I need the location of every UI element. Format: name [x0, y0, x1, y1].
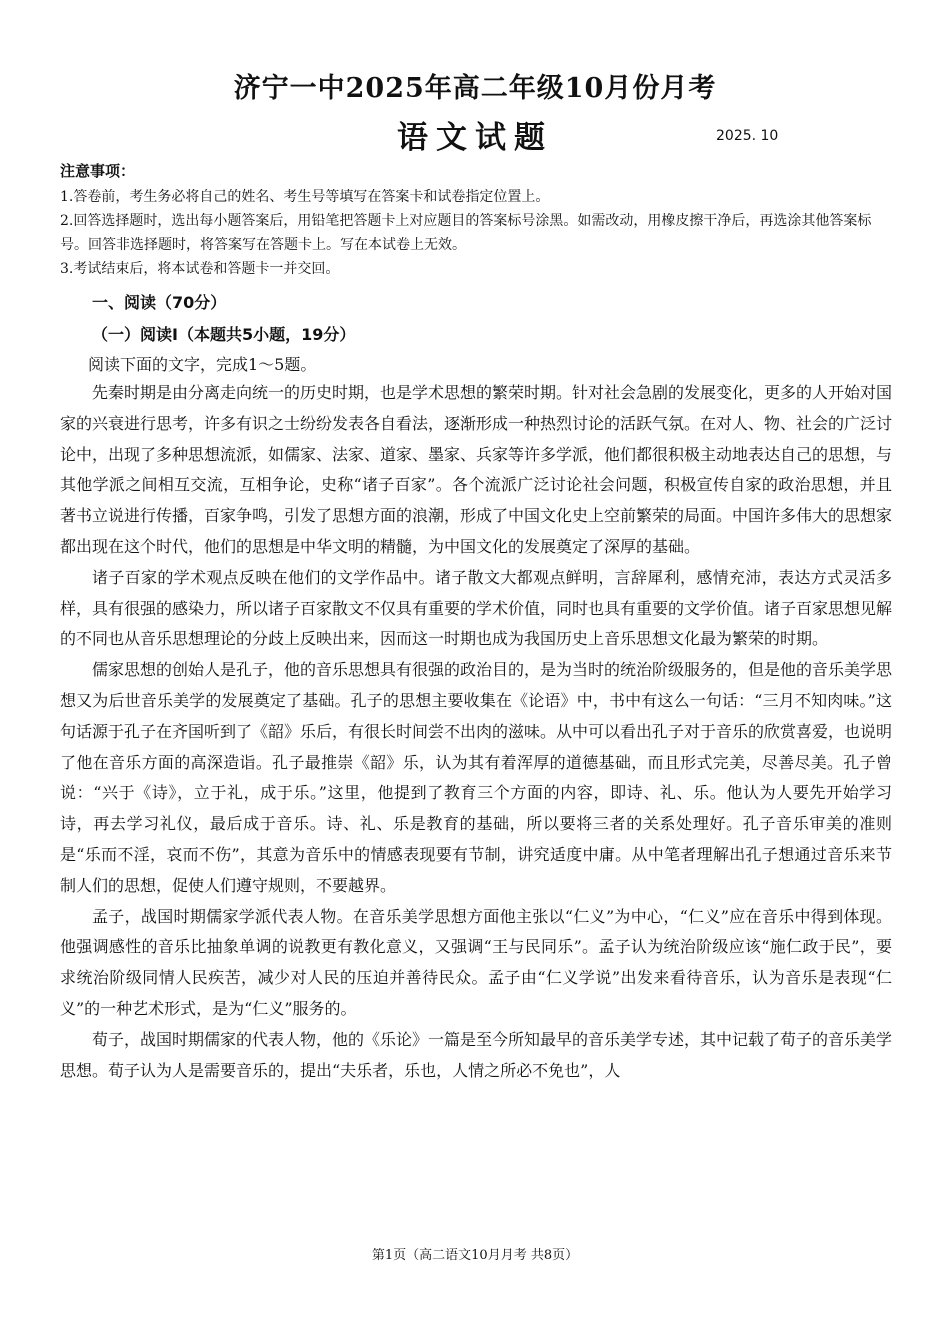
notes-heading: 注意事项： — [60, 162, 136, 180]
passage-paragraph: 荀子，战国时期儒家的代表人物，他的《乐论》一篇是至今所知最早的音乐美学专述，其中记载了荀子的音乐美学思想。荀子认为人是需要音乐的，提出“夫乐者，乐也，人情之所必不免也”，人 — [60, 1029, 893, 1080]
reading-instruction: 阅读下面的文字，完成1～5题。 — [88, 355, 317, 374]
subsection-heading: （一）阅读Ⅰ（本题共5小题，19分） — [92, 325, 356, 344]
exam-title: 济宁一中2025年高二年级10月份月考 — [233, 73, 717, 104]
notes-list — [60, 185, 896, 281]
passage-paragraph: 诸子百家的学术观点反映在他们的文学作品中。诸子散文大都观点鲜明，言辞犀利，感情充沛，表达方式灵活多样，具有很强的感染力，所以诸子百家散文不仅具有重要的学术价值，同时也具有重要的文学价值。诸子百家思想见解的不同也从音乐思想理论的分歧上反映出来，因而这一时期也成为我国历史上音乐思想文化最为繁荣的时期。 — [60, 567, 893, 649]
passage-paragraph: 孟子，战国时期儒家学派代表人物。在音乐美学思想方面他主张以“仁义”为中心，“仁义”应在音乐中得到体现。他强调感性的音乐比抽象单调的说教更有教化意义，又强调“王与民同乐”。孟子认为统治阶级应该“施仁政于民”，要求统治阶级同情人民疾苦，减少对人民的压迫并善待民众。孟子由“仁义学说”出发来看待音乐，认为音乐是表现“仁义”的一种艺术形式，是为“仁义”服务的。 — [60, 906, 892, 1018]
note-item: 3.考试结束后，将本试卷和答题卡一并交回。 — [60, 261, 340, 277]
section-heading: 一、阅读（70分） — [92, 293, 227, 312]
note-item: 1.答卷前，考生务必将自己的姓名、考生号等填写在答案卡和试卷指定位置上。 — [60, 189, 550, 205]
subject-title: 语文试题 — [397, 120, 553, 156]
page-footer: 第1页（高二语文10月月考 共8页） — [371, 1248, 579, 1263]
reading-passage — [60, 378, 892, 1086]
exam-date: 2025. 10 — [716, 128, 779, 144]
passage-paragraph: 儒家思想的创始人是孔子，他的音乐思想具有很强的政治目的，是为当时的统治阶级服务的，但是他的音乐美学思想又为后世音乐美学的发展奠定了基础。孔子的思想主要收集在《论语》中，书中有这么一句话：“三月不知肉味。”这句话源于孔子在齐国听到了《韶》乐后，有很长时间尝不出肉的滋味。从中可以看出孔子对于音乐的欣赏喜爱，也说明了他在音乐方面的高深造诣。孔子最推崇《韶》乐，认为其有着浑厚的道德基础，而且形式完美，尽善尽美。孔子曾说：“兴于《诗》，立于礼，成于乐。”这里，他提到了教育三个方面的内容，即诗、礼、乐。他认为人要先开始学习诗，再去学习礼仪，最后成于音乐。诗、礼、乐是教育的基础，所以要将三者的关系处理好。孔子音乐审美的准则是“乐而不淫，哀而不伤”，其意为音乐中的情感表现要有节制，讲究适度中庸。从中笔者理解出孔子想通过音乐来节制人们的思想，促使人们遵守规则，不要越界。 — [60, 660, 893, 895]
passage-paragraph: 先秦时期是由分离走向统一的历史时期，也是学术思想的繁荣时期。针对社会急剧的发展变化，更多的人开始对国家的兴衰进行思考，许多有识之士纷纷发表各自看法，逐渐形成一种热烈讨论的活跃气氛。在对人、物、社会的广泛讨论中，出现了多种思想流派，如儒家、法家、道家、墨家、兵家等许多学派，他们都很积极主动地表达自己的思想，与其他学派之间相互交流，互相争论，史称“诸子百家”。各个流派广泛讨论社会问题，积极宣传自家的政治思想，并且著书立说进行传播，百家争鸣，引发了思想方面的浪潮，形成了中国文化史上空前繁荣的局面。中国许多伟大的思想家都出现在这个时代，他们的思想是中华文明的精髓，为中国文化的发展奠定了深厚的基础。 — [60, 383, 893, 556]
note-item: 2.回答选择题时，选出每小题答案后，用铅笔把答题卡上对应题目的答案标号涂黑。如需改动，用橡皮擦干净后，再选涂其他答案标号。回答非选择题时，将答案写在答题卡上。写在本试卷上无效。 — [60, 213, 872, 253]
